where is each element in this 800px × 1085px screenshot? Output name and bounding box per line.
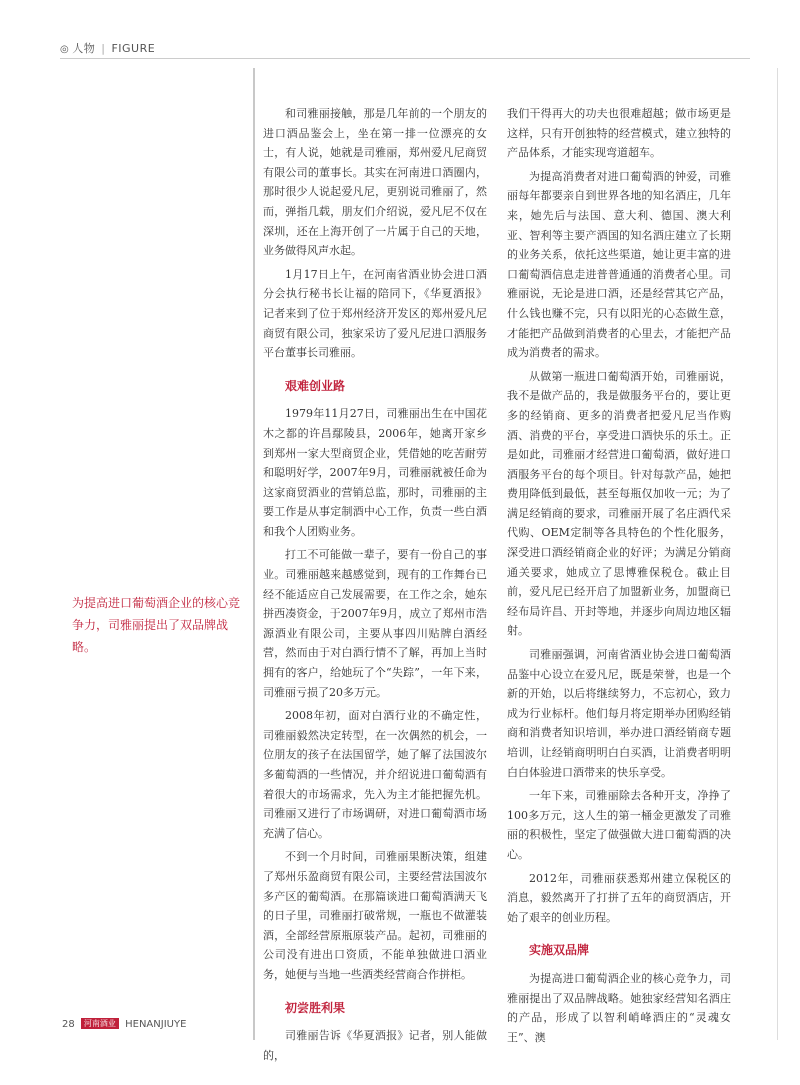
article-column-left <box>263 104 487 1069</box>
paragraph: 从做第一瓶进口葡萄酒开始，司雅丽说，我不是做产品的，我是做服务平台的，要让更多的经销商、更多的消费者把爱凡尼当作购酒、消费的平台，享受进口酒快乐的乐土。正是如此，司雅丽才经营进口葡萄酒，做好进口酒服务平台的每个项目。针对每款产品，她把费用降低到最低，甚至每瓶仅加收一元；为了满足经销商的要求，司雅丽开展了名庄酒代采代购、OEM定制等各具特色的个性化服务，深受进口酒经销商企业的好评；为满足分销商通关要求，她成立了思博雅保税仓。截止目前，爱凡尼已经开启了加盟新业务，加盟商已经布局许昌、开封等地，并逐步向周边地区辐射。 <box>507 369 731 638</box>
section-heading: 实施双品牌 <box>529 943 590 958</box>
paragraph: 我们干得再大的功夫也很难超越；做市场更是这样，只有开创独特的经营模式，建立独特的产品体系，才能实现弯道超车。 <box>507 107 731 160</box>
paragraph: 一年下来，司雅丽除去各种开支，净挣了100多万元，这人生的第一桶金更激发了司雅丽的积极性，坚定了做强做大进口葡萄酒的决心。 <box>507 789 731 861</box>
paragraph: 司雅丽告诉《华夏酒报》记者，别人能做的， <box>263 1029 487 1062</box>
paragraph: 2008年初，面对白酒行业的不确定性，司雅丽毅然决定转型，在一次偶然的机会，一位朋友的孩子在法国留学，她了解了法国波尔多葡萄酒的一些情况，并介绍说进口葡萄酒有着很大的市场需求，先入为主才能把握先机。司雅丽又进行了市场调研，对进口葡萄酒市场充满了信心。 <box>263 709 487 840</box>
article-column-right <box>507 104 731 1051</box>
page-footer <box>62 1018 186 1030</box>
column-divider <box>253 68 255 1040</box>
paragraph: 不到一个月时间，司雅丽果断决策，组建了郑州乐盈商贸有限公司，主要经营法国波尔多产区的葡萄酒。在那篇谈进口葡萄酒满天飞的日子里，司雅丽打破常规，一瓶也不做灌装酒，全部经营原瓶原装产品。起初，司雅丽的公司没有进出口资质，不能单独做进口酒业务，她便与当地一些酒类经营商合作拼柜。 <box>263 850 487 981</box>
paragraph: 为提高进口葡萄酒企业的核心竞争力，司雅丽提出了双品牌战略。她独家经营知名酒庄的产品，形成了以智利峭峰酒庄的“灵魂女王”、澳 <box>507 971 731 1044</box>
section-title: 人物 <box>72 42 96 55</box>
paragraph: 1月17日上午，在河南省酒业协会进口酒分会执行秘书长让福的陪同下，《华夏酒报》记者来到了位于郑州经济开发区的郑州爱凡尼商贸有限公司，独家采访了爱凡尼进口酒服务平台董事长司雅丽。 <box>263 267 487 360</box>
page-number: 28 <box>62 1019 75 1030</box>
paragraph: 和司雅丽接触，那是几年前的一个朋友的进口酒品鉴会上，坐在第一排一位漂亮的女士，有人说，她就是司雅丽，郑州爱凡尼商贸有限公司的董事长。其实在河南进口酒圈内，那时很少人说起爱凡尼，更别说司雅丽了，然而，弹指几载，朋友们介绍说，爱凡尼不仅在深圳，还在上海开创了一片属于自己的天地，业务做得风声水起。 <box>263 107 487 258</box>
paragraph: 2012年，司雅丽获悉郑州建立保税区的消息，毅然离开了打拼了五年的商贸酒店，开始了艰辛的创业历程。 <box>507 871 731 924</box>
paragraph: 司雅丽强调，河南省酒业协会进口葡萄酒品鉴中心设立在爱凡尼，既是荣誉，也是一个新的开始，以后将继续努力，不忘初心，致力成为行业标杆。他们每月将定期举办团购经销商和消费者知识培训，举办进口酒经销商专题培训，让经销商明明白白买酒，让消费者明明白白体验进口酒带来的快乐享受。 <box>507 648 731 779</box>
section-title-en: FIGURE <box>111 42 156 55</box>
section-heading: 初尝胜利果 <box>285 1000 346 1015</box>
section-header <box>60 40 155 56</box>
magazine-logo: 河南酒业 <box>81 1018 119 1029</box>
circle-icon: ◎ <box>60 44 70 55</box>
paragraph: 1979年11月27日，司雅丽出生在中国花木之都的许昌鄢陵县，2006年，她离开家乡到郑州一家大型商贸企业，凭借她的吃苦耐劳和聪明好学，2007年9月，司雅丽就被任命为这家商贸酒业的营销总监，那时，司雅丽的主要工作是从事定制酒中心工作，负责一些白酒和我个人团购业务。 <box>263 407 487 538</box>
page-edge-rule <box>777 68 778 1040</box>
paragraph: 为提高消费者对进口葡萄酒的钟爱，司雅丽每年都要亲自到世界各地的知名酒庄，几年来，她先后与法国、意大利、德国、澳大利亚、智利等主要产酒国的知名酒庄建立了长期的业务关系，依托这些渠道，她让更丰富的进口葡萄酒信息走进普普通通的消费者心里。司雅丽说，无论是进口酒，还是经营其它产品，什么钱也赚不完，只有以阳光的心态做生意，才能把产品做到消费者的心里去，才能把产品成为消费者的需求。 <box>507 169 731 360</box>
section-heading: 艰难创业路 <box>285 378 346 393</box>
pull-quote: 为提高进口葡萄酒企业的核心竞争力，司雅丽提出了双品牌战略。 <box>72 596 241 654</box>
header-separator: | <box>101 42 106 55</box>
header-rule <box>60 58 750 59</box>
paragraph: 打工不可能做一辈子，要有一份自己的事业。司雅丽越来越感觉到，现有的工作舞台已经不能适应自己发展需要，在工作之余，她东拼西凑资金，于2007年9月，成立了郑州市浩源酒业有限公司，主要从事四川贴牌白酒经营，然而由于对白酒行情不了解，再加上当时拥有的客户，给她玩了个“失踪”，一年下来，司雅丽亏损了20多万元。 <box>263 548 487 699</box>
magazine-name-en: HENANJIUYE <box>125 1019 187 1030</box>
